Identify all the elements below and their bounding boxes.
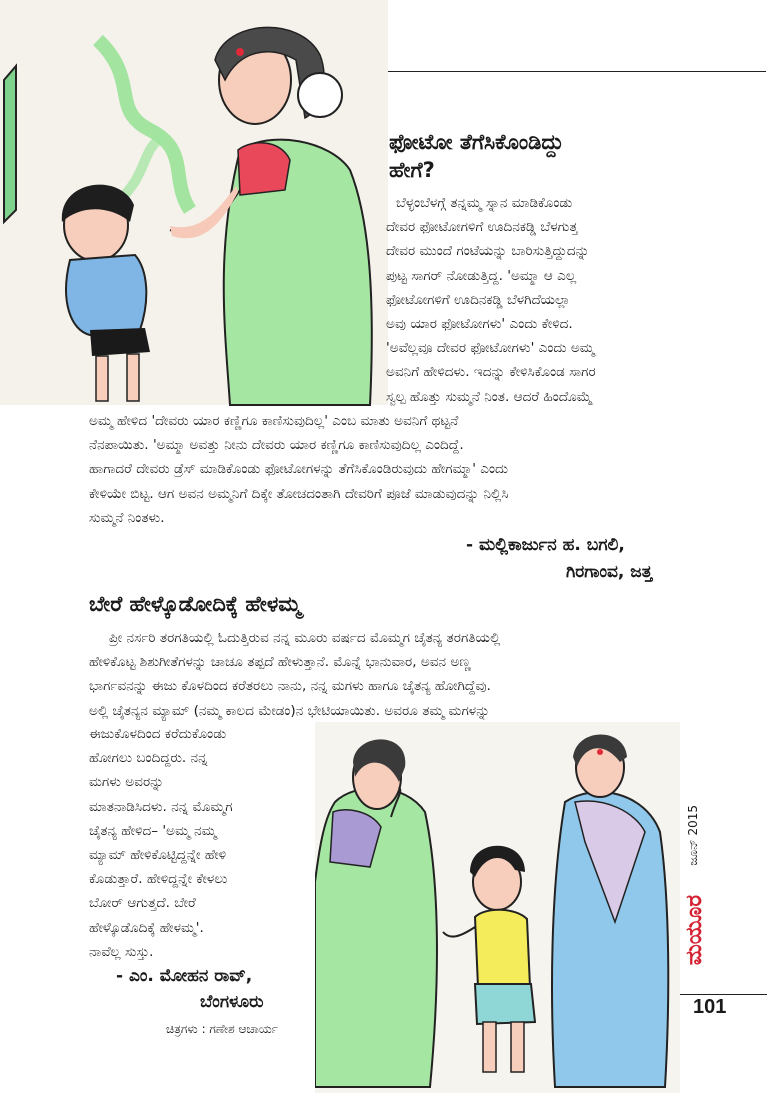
story1-line: ಹಾಗಾದರೆ ದೇವರು ಡ್ರೆಸ್ ಮಾಡಿಕೊಂಡು ಫೋಟೋಗಳನ್ನು ತೆಗೆಸಿಕೊಂಡಿರುವುದು ಹೇಗಮ್ಮಾ' ಎಂದು: [89, 461, 509, 478]
top-rule: [388, 71, 766, 72]
magazine-logo: ಮಯೂರ: [682, 895, 707, 966]
story2-body-wide: [89, 626, 500, 723]
story2-title: ಬೇರೆ ಹೇಳ್ಕೊಡೋದಿಕ್ಕೆ ಹೇಳಮ್ಮ: [89, 592, 302, 616]
page-number: 101: [693, 996, 727, 1018]
magazine-issue-date: ಜೂನ್ 2015: [686, 805, 700, 866]
story2-line: ಪ್ರೀ ನರ್ಸರಿ ತರಗತಿಯಲ್ಲಿ ಓದುತ್ತಿರುವ ನನ್ನ ಮೂರು ವರ್ಷದ ಮೊಮ್ಮಗ ಚೈತನ್ಯ ತರಗತಿಯಲ್ಲಿ: [109, 630, 501, 646]
story2-line: ನಾವೆಲ್ಲ ಸುಸ್ತು.: [89, 943, 154, 960]
story1-line: ನೆನಪಾಯಿತು. 'ಅಮ್ಮಾ ಅವತ್ತು ನೀನು ದೇವರು ಯಾರ ಕಣ್ಣಿಗೂ ಕಾಣಿಸುವುದಿಲ್ಲ ಎಂದಿದ್ದೆ.: [89, 437, 464, 454]
story1-body-wide: [89, 409, 509, 530]
story1-line: 'ಅವೆಲ್ಲವೂ ದೇವರ ಫೋಟೋಗಳು' ಎಂದು ಅಮ್ಮ: [386, 340, 595, 357]
story1-line: ಅಮ್ಮ ಹೇಳಿದ 'ದೇವರು ಯಾರ ಕಣ್ಣಿಗೂ ಕಾಣಿಸುವುದಿಲ್ಲ' ಎಂಬ ಮಾತು ಅವನಿಗೆ ಥಟ್ಟನೆ: [89, 413, 459, 429]
story1-place: ಗಿರಗಾಂವ, ಜತ್ತ: [566, 562, 653, 582]
story1-line: ಅವನಿಗೆ ಹೇಳಿದಳು. ಇದನ್ನು ಕೇಳಿಸಿಕೊಂಡ ಸಾಗರ: [386, 364, 596, 381]
illustration-mother-and-boy: [0, 0, 390, 410]
story1-line: ದೇವರ ಮುಂದೆ ಗಂಟೆಯನ್ನು ಬಾರಿಸುತ್ತಿದ್ದುದನ್ನು: [386, 243, 590, 260]
story1-line: ದೇವರ ಫೋಟೋಗಳಿಗೆ ಊದಿನಕಡ್ಡಿ ಬೆಳಗುತ್ತ: [386, 219, 578, 236]
story1-author: - ಮಲ್ಲಿಕಾರ್ಜುನ ಹ. ಬಗಲಿ,: [466, 535, 625, 555]
bottom-rule: [680, 994, 767, 995]
story1-body-narrow: [386, 191, 596, 409]
story2-line: ಚೈತನ್ಯ ಹೇಳಿದ– 'ಅಮ್ಮ ನಮ್ಮ: [89, 822, 217, 839]
story2-place: ಬೆಂಗಳೂರು: [200, 992, 264, 1012]
illustration-credit: ಚಿತ್ರಗಳು : ಗಣೇಶ ಆಚಾರ್ಯ: [166, 1022, 278, 1036]
story1-line: ಸುಮ್ಮನೆ ನಿಂತಳು.: [89, 509, 165, 526]
story1-title: ಫೋಟೋ ತೆಗೆಸಿಕೊಂಡಿದ್ದು ಹೇಗೆ?: [389, 130, 564, 182]
story2-line: ಹೇಳ್ಕೊಡೊದಿಕ್ಕೆ ಹೇಳಮ್ಮ'.: [89, 919, 204, 936]
story1-line: ಸ್ವಲ್ಪ ಹೊತ್ತು ಸುಮ್ಮನೆ ನಿಂತ. ಆದರೆ ಹಿಂದೊಮ್ಮೆ: [386, 388, 593, 405]
illustration-women-and-boy: [315, 722, 680, 1093]
story2-line: ಅಲ್ಲಿ ಚೈತನ್ಯನ ಮ್ಯಾಮ್ (ನಮ್ಮ ಕಾಲದ ಮೇಡಂ)ನ ಭೇಟಿಯಾಯಿತು. ಅವರೂ ತಮ್ಮ ಮಗಳನ್ನು: [89, 702, 490, 719]
story1-line: ಬೆಳ್ಳಂಬೆಳಗ್ಗೆ ತನ್ನಮ್ಮ ಸ್ನಾನ ಮಾಡಿಕೊಂಡು: [396, 195, 573, 211]
story2-line: ಮಾತನಾಡಿಸಿದಳು. ನನ್ನ ಮೊಮ್ಮಗ: [89, 798, 233, 815]
story1-line: ಅವು ಯಾರ ಫೋಟೋಗಳು' ಎಂದು ಕೇಳಿದ.: [386, 316, 573, 333]
story2-line: ಭಾರ್ಗವನನ್ನು ಈಜು ಕೊಳದಿಂದ ಕರೆತರಲು ನಾನು, ನನ್ನ ಮಗಳು ಹಾಗೂ ಚೈತನ್ಯ ಹೋಗಿದ್ದೆವು.: [89, 678, 491, 695]
story2-body-narrow: [89, 722, 233, 964]
story2-line: ಈಜುಕೊಳದಿಂದ ಕರೆದುಕೊಂಡು: [89, 726, 227, 742]
story2-line: ಕೊಡುತ್ತಾರೆ. ಹೇಳಿದ್ದನ್ನೇ ಕೇಳಲು: [89, 871, 228, 888]
story2-author: - ಎಂ. ಮೋಹನ ರಾವ್,: [116, 966, 253, 986]
story1-line: ಫೋಟೋಗಳಿಗೆ ಊದಿನಕಡ್ಡಿ ಬೆಳಗಿದೆಯಲ್ಲಾ: [386, 291, 571, 308]
story2-line: ಹೋಗಲು ಬಂದಿದ್ದರು. ನನ್ನ: [89, 750, 208, 767]
story2-line: ಬೋರ್ ಆಗುತ್ತದೆ. ಬೇರೆ: [89, 895, 196, 912]
story2-line: ಮಗಳು ಅವರನ್ನು: [89, 774, 164, 791]
story1-line: ಪುಟ್ಟ ಸಾಗರ್ ನೋಡುತ್ತಿದ್ದ. 'ಅಮ್ಮಾ ಆ ಎಲ್ಲ: [386, 267, 577, 284]
story2-line: ಮ್ಯಾಮ್ ಹೇಳಿಕೊಟ್ಟಿದ್ದನ್ನೇ ಹೇಳಿ: [89, 847, 227, 864]
story1-line: ಕೇಳಿಯೇ ಬಿಟ್ಟ. ಆಗ ಅವನ ಅಮ್ಮನಿಗೆ ದಿಕ್ಕೇ ತೋಚದಂತಾಗಿ ದೇವರಿಗೆ ಪೂಜೆ ಮಾಡುವುದನ್ನು ನಿಲ್ಲಿಸಿ: [89, 485, 509, 502]
story2-line: ಹೇಳಿಕೊಟ್ಟ ಶಿಶುಗೀತೆಗಳನ್ನು ಚಾಚೂ ತಪ್ಪದೆ ಹೇಳುತ್ತಾನೆ. ಮೊನ್ನೆ ಭಾನುವಾರ, ಅವನ ಅಣ್ಣ: [89, 654, 471, 671]
